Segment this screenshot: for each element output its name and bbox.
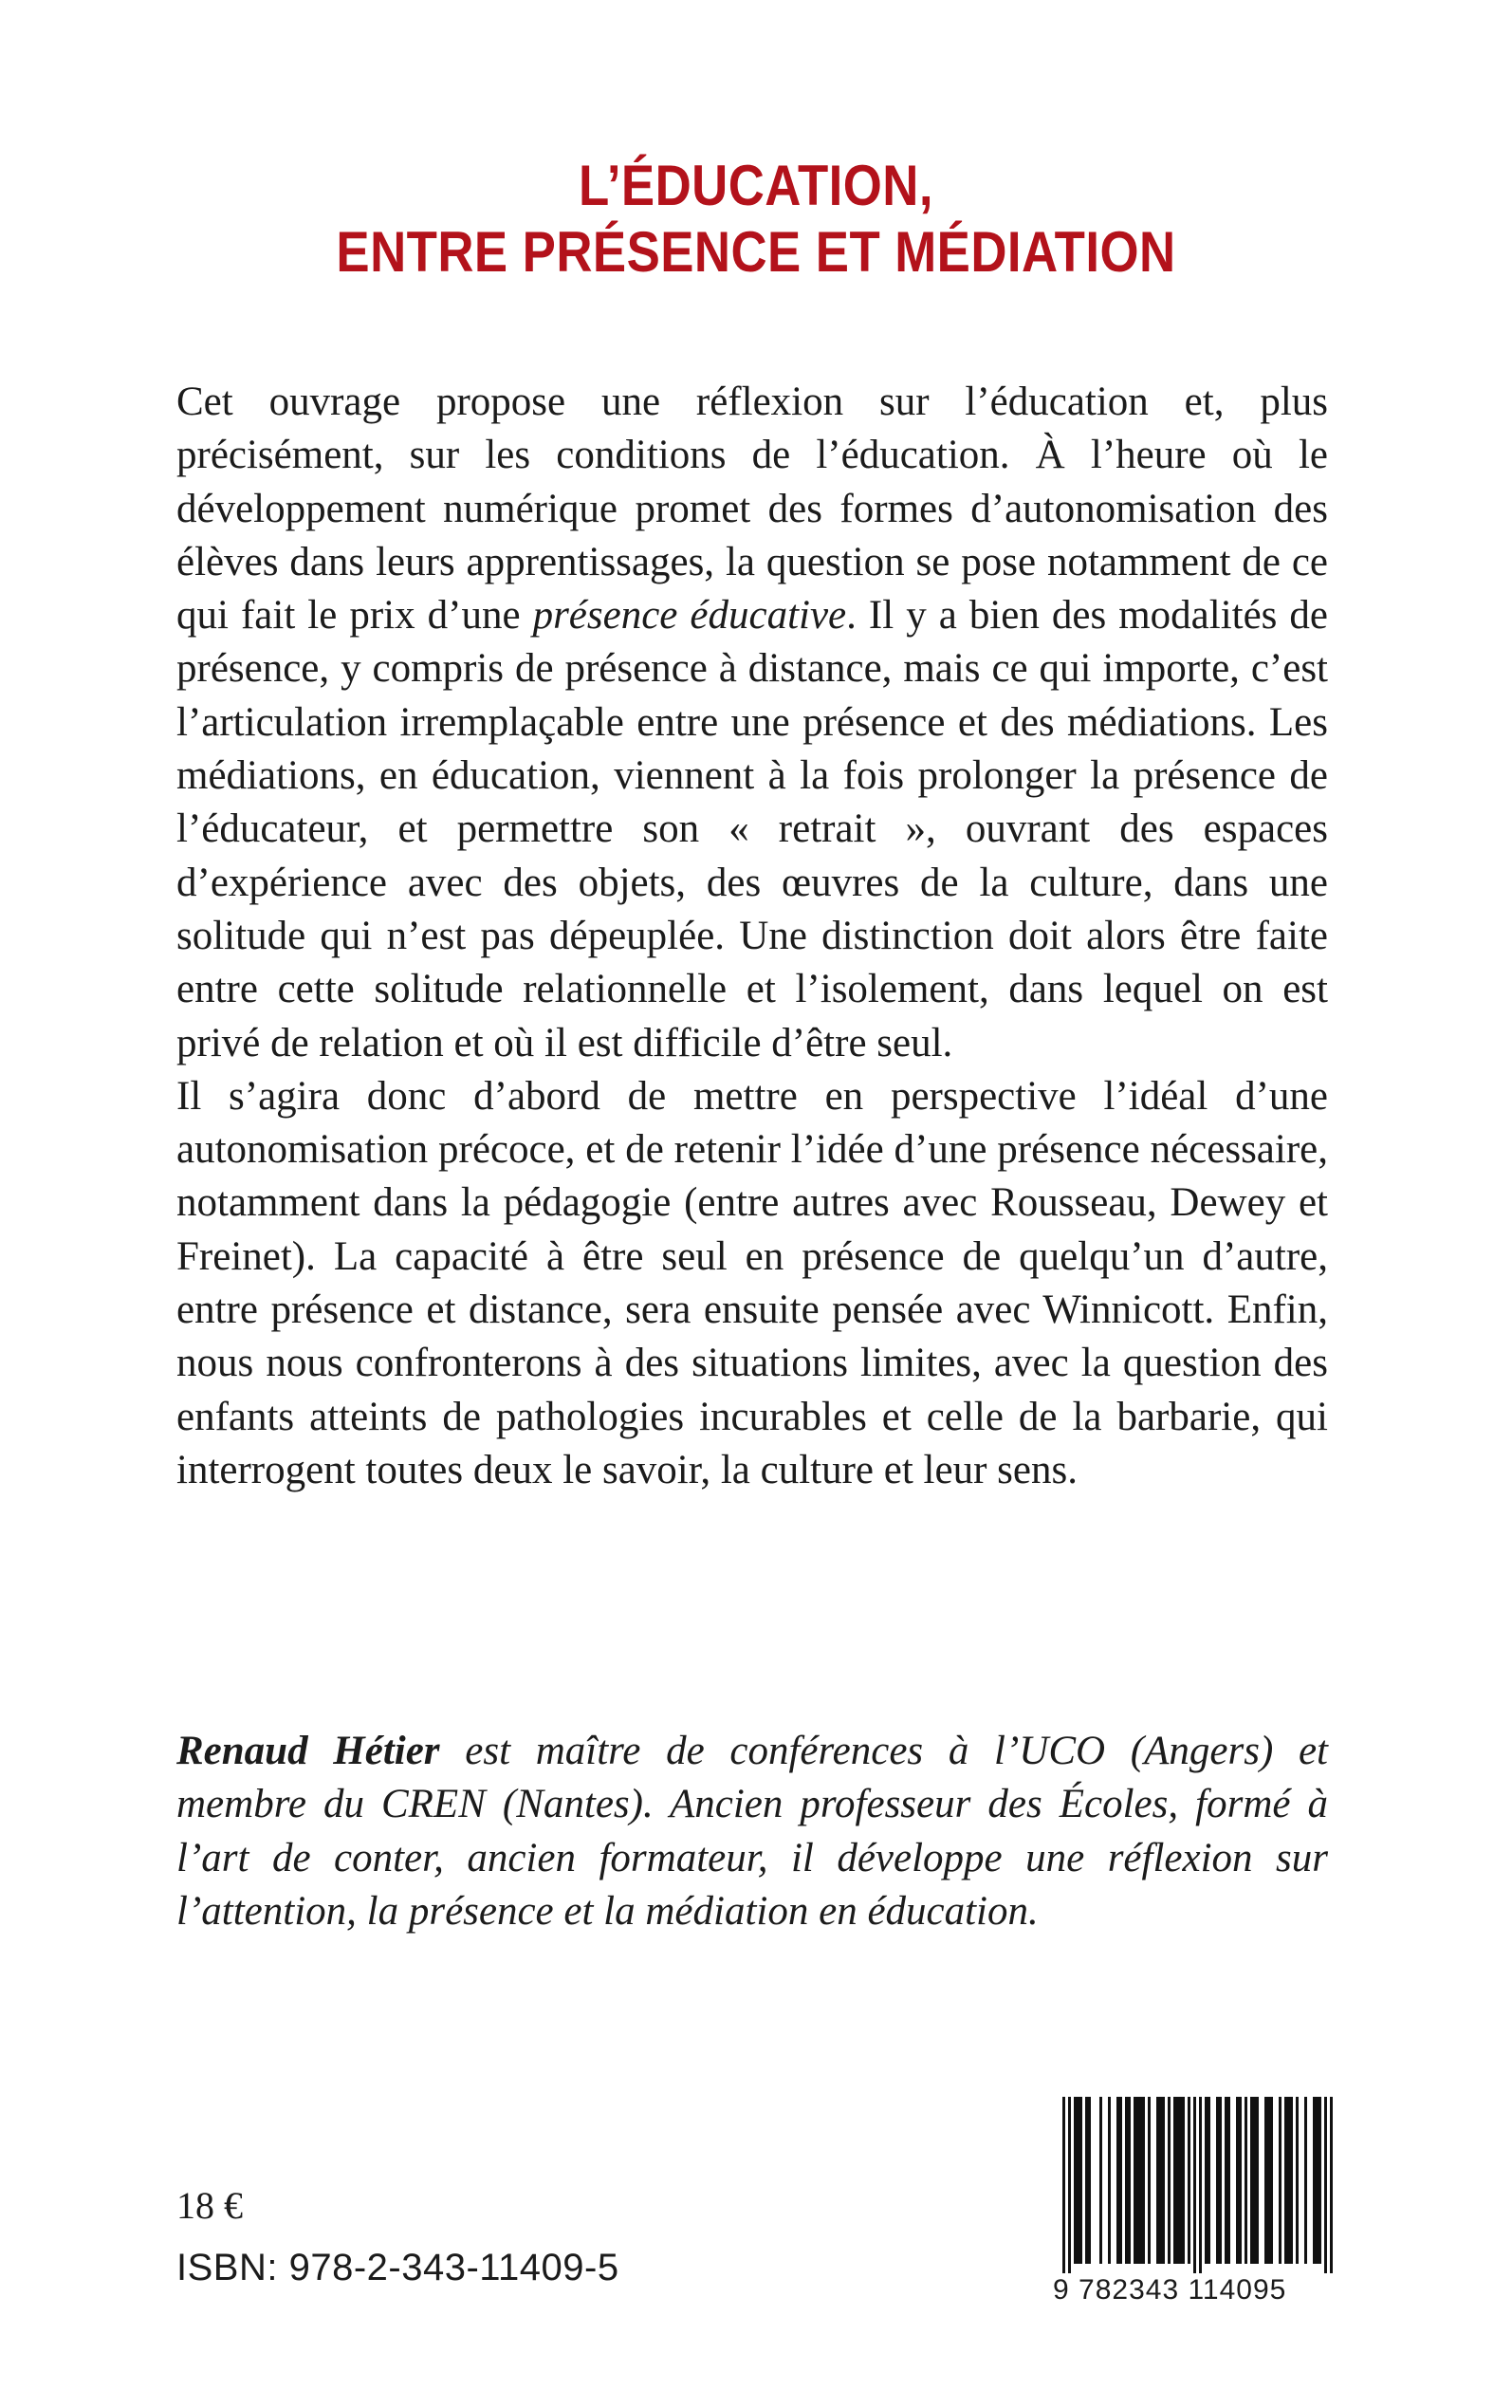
barcode-bar	[1068, 2097, 1071, 2273]
barcode-bar	[1139, 2097, 1142, 2264]
barcode-bar	[1074, 2097, 1077, 2264]
barcode-bar	[1128, 2097, 1131, 2264]
barcode-bar	[1176, 2097, 1179, 2264]
barcode-bar	[1253, 2097, 1256, 2264]
barcode-bar	[1236, 2097, 1239, 2264]
barcode-bar	[1142, 2097, 1145, 2264]
barcode-bar	[1216, 2097, 1219, 2264]
description-paragraph-1	[176, 376, 1328, 1070]
isbn: ISBN: 978-2-343-11409-5	[176, 2247, 619, 2288]
author-name: Renaud Hétier	[176, 1729, 440, 1773]
barcode-bar	[1287, 2097, 1290, 2264]
barcode-bar	[1156, 2097, 1159, 2264]
barcode-bar	[1159, 2097, 1162, 2264]
barcode-bar	[1284, 2097, 1287, 2264]
barcode-bar	[1162, 2097, 1165, 2264]
barcode-bar	[1219, 2097, 1222, 2264]
description-paragraph-2: Il s’agira donc d’abord de mettre en perspective l’idéal d’une autonomisation précoce, et de retenir l’idée d’une présence nécessaire, notamment dans la pédagogie (entre autres avec Rousseau, Dewey et Freinet). La capacité à être seul en présence de quelqu’un d’autre, entre présence et distance, sera ensuite pensée avec Winnicott. Enfin, nous nous confronterons à des situations limites, avec la question des enfants atteints de pathologies incurables et celle de la barbarie, qui interrogent toutes deux le savoir, la culture et leur sens.	[176, 1073, 1328, 1492]
barcode-digits: 9 782343 114095	[1053, 2274, 1287, 2306]
barcode-bar	[1227, 2097, 1230, 2264]
barcode-bar	[1205, 2097, 1208, 2264]
barcode-bar	[1173, 2097, 1176, 2264]
barcode-bar	[1108, 2097, 1111, 2264]
barcode-bar	[1077, 2097, 1079, 2264]
book-title-line-1: L’ÉDUCATION,	[579, 154, 933, 217]
barcode-bar	[1168, 2097, 1171, 2264]
barcode-bar	[1193, 2097, 1196, 2273]
barcode-bar	[1088, 2097, 1091, 2264]
barcode-bar	[1225, 2097, 1227, 2264]
barcode-bar	[1116, 2097, 1119, 2264]
barcode-bar	[1085, 2097, 1088, 2264]
barcode-bars	[1053, 2097, 1337, 2277]
barcode-bar	[1239, 2097, 1242, 2264]
barcode-bar	[1304, 2097, 1307, 2264]
barcode-bar	[1148, 2097, 1151, 2264]
description-text: Cet ouvrage propose une réflexion sur l’éducation et, plus précisément, sur les conditions de l’éducation. À l’heure où le développement numérique promet des formes d’autonomisation des élèves dans leurs apprentissages, la question se pose notamment de ce qui fait le prix d’une	[176, 380, 1328, 639]
barcode-bar	[1079, 2097, 1082, 2264]
barcode-bar	[1099, 2097, 1102, 2264]
back-cover-description	[176, 376, 1328, 1497]
barcode-bar	[1250, 2097, 1253, 2264]
description-text: . Il y a bien des modalités de présence, y compris de présence à distance, mais ce qui importe, c’est l’articulation irremplaçable entre une présence et des médiations. Les médiations, en éducation, viennent à la fois prolonger la présence de l’éducateur, et permettre son « retrait », ouvrant des espaces d’expérience avec des objets, des œuvres de la culture, dans une solitude qui n’est pas dépeuplée. Une distinction doit alors être faite entre cette solitude relationnelle et l’isolement, dans lequel on est privé de relation et où il est difficile d’être seul.	[176, 593, 1329, 1065]
barcode-bar	[1324, 2097, 1327, 2273]
barcode-bar	[1119, 2097, 1122, 2264]
barcode-bar	[1264, 2097, 1267, 2264]
barcode-bar	[1199, 2097, 1202, 2273]
barcode-bar	[1256, 2097, 1259, 2264]
barcode-bar	[1270, 2097, 1273, 2264]
barcode-bar	[1290, 2097, 1293, 2264]
barcode-bar	[1330, 2097, 1333, 2273]
price: 18 €	[176, 2184, 243, 2227]
barcode-bar	[1136, 2097, 1139, 2264]
barcode-bar	[1279, 2097, 1282, 2264]
barcode-bar	[1267, 2097, 1270, 2264]
author-bio-text: est maître de conférences à l’UCO (Angers) et membre du CREN (Nantes). Ancien professeur des Écoles, formé à l’art de conter, ancien formateur, il développe une réflexion sur l’attention, la présence et la médiation en éducation.	[176, 1729, 1328, 1934]
barcode-bar	[1062, 2097, 1065, 2273]
barcode-bar	[1296, 2097, 1299, 2264]
barcode-bar	[1245, 2097, 1247, 2264]
book-title-line-2: ENTRE PRÉSENCE ET MÉDIATION	[336, 220, 1176, 284]
barcode-bar	[1316, 2097, 1318, 2264]
barcode-bar	[1179, 2097, 1182, 2264]
barcode-bar	[1208, 2097, 1210, 2264]
barcode-bar	[1318, 2097, 1321, 2264]
barcode-bar	[1188, 2097, 1190, 2264]
barcode	[1053, 2097, 1337, 2325]
barcode-bar	[1313, 2097, 1316, 2264]
description-italic-term: présence éducative	[532, 593, 847, 639]
barcode-bar	[1125, 2097, 1128, 2264]
barcode-bar	[1182, 2097, 1185, 2264]
author-bio	[176, 1725, 1328, 1938]
barcode-bar	[1134, 2097, 1136, 2264]
